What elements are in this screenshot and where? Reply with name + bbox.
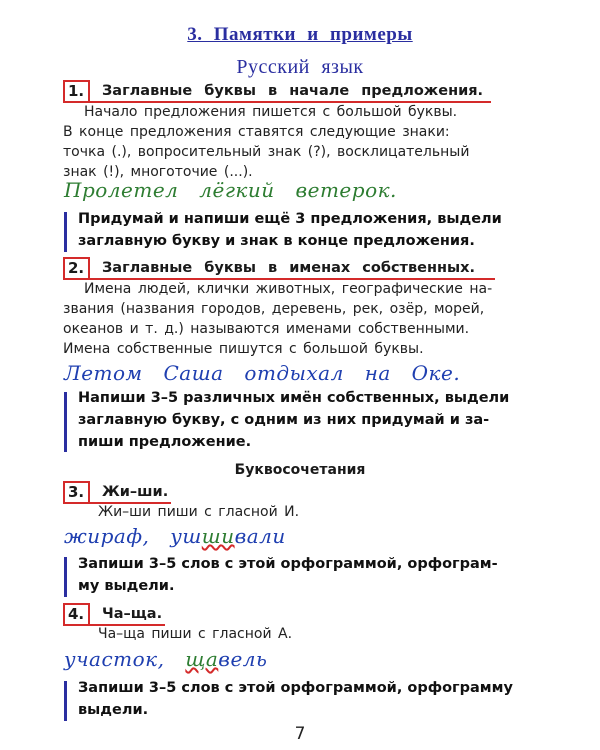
rule-1-title: Заглавные буквы в начале предложения.: [102, 83, 484, 99]
rule-1-text-line: В конце предложения ставятся следующие знаки:: [63, 124, 450, 140]
task-4-bar: [64, 681, 67, 721]
rule-4-example: [64, 647, 267, 671]
rule-3-title: Жи–ши.: [102, 484, 169, 500]
chapter-title: 3. Памятки и примеры: [187, 24, 413, 45]
task-3-bar: [64, 557, 67, 597]
task-1-bar: [64, 212, 67, 252]
rule-3-example-highlight: ши: [201, 524, 235, 548]
rule-3-example: [64, 524, 286, 548]
task-4-line: выдели.: [78, 702, 149, 718]
rule-3-example-part: уш: [170, 524, 202, 548]
rule-2-title: Заглавные буквы в именах собственных.: [102, 260, 475, 276]
rule-2-example: Летом Саша отдыхал на Оке.: [64, 361, 461, 385]
rule-4-title: Ча–ща.: [102, 606, 163, 622]
rule-4-example-word2: [185, 647, 267, 671]
rule-3-number: 3.: [63, 481, 90, 504]
rule-2-number: 2.: [63, 257, 90, 280]
task-2-line: пиши предложение.: [78, 434, 252, 450]
rule-1-text-line: точка (.), вопросительный знак (?), восклицательный: [63, 144, 470, 160]
rule-4-example-highlight: ща: [185, 647, 219, 671]
section-heading: Буквосочетания: [234, 462, 366, 478]
rule-4-number: 4.: [63, 603, 90, 626]
task-1-line: Придумай и напиши ещё 3 предложения, выдели: [78, 211, 502, 227]
rule-3-text: Жи–ши пиши с гласной И.: [98, 504, 300, 520]
rule-2-text-line: звания (названия городов, деревень, рек, озёр, морей,: [63, 301, 485, 317]
rule-4-example-part: вель: [218, 647, 268, 671]
subject-title: Русский язык: [236, 56, 364, 78]
task-2-bar: [64, 392, 67, 452]
rule-1-number: 1.: [63, 80, 90, 103]
task-2-line: заглавную букву, с одним из них придумай и за-: [78, 412, 490, 428]
rule-1-text-line: Начало предложения пишется с большой буквы.: [84, 104, 458, 120]
rule-2-text-line: Имена собственные пишутся с большой буквы.: [63, 341, 424, 357]
rule-2-text-line: Имена людей, клички животных, географические на-: [84, 281, 493, 297]
rule-4-example-word: участок,: [64, 647, 165, 671]
rule-1-example: Пролетел лёгкий ветерок.: [64, 178, 397, 202]
task-3-line: Запиши 3–5 слов с этой орфограммой, орфограм-: [78, 556, 498, 572]
page-number: 7: [294, 724, 306, 744]
task-2-line: Напиши 3–5 различных имён собственных, выдели: [78, 390, 510, 406]
rule-1-text-line: знак (!), многоточие (...).: [63, 164, 253, 180]
task-3-line: му выдели.: [78, 578, 175, 594]
rule-3-example-word: жираф,: [64, 524, 171, 548]
rule-4-text: Ча–ща пиши с гласной А.: [98, 626, 293, 642]
rule-2-text-line: океанов и т. д.) называются именами собственными.: [63, 321, 470, 337]
task-1-line: заглавную букву и знак в конце предложения.: [78, 233, 475, 249]
task-4-line: Запиши 3–5 слов с этой орфограммой, орфограмму: [78, 680, 513, 696]
rule-3-example-part: вали: [234, 524, 286, 548]
